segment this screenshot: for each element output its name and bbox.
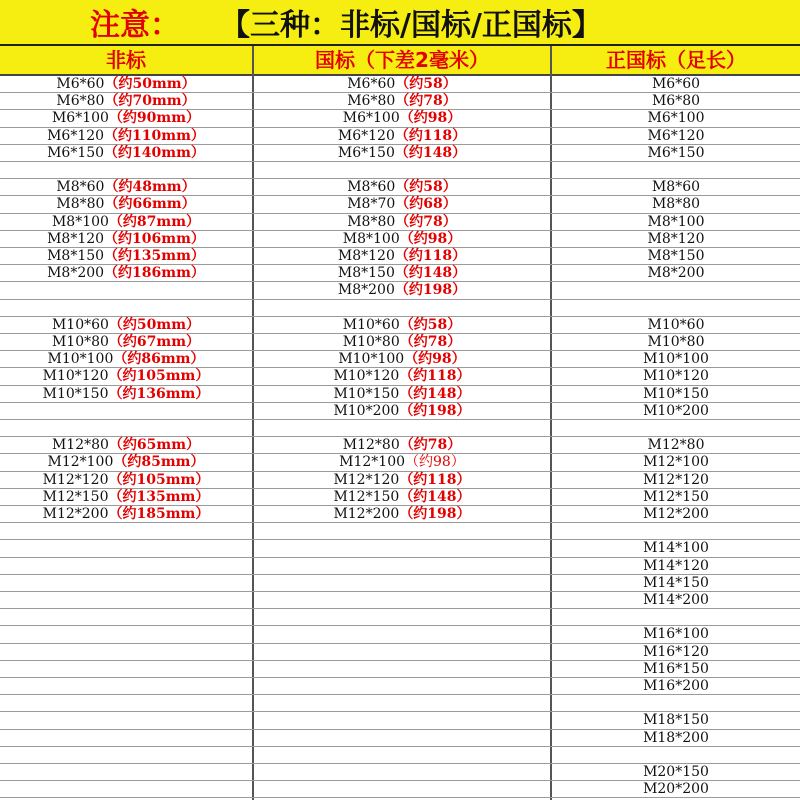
approx-length: （约105mm） [108,368,210,385]
spec-cell [0,231,252,248]
approx-length: （约58） [399,316,462,333]
bolt-size: M10*80 [51,334,109,350]
bolt-size: M12*80 [647,437,705,454]
bolt-size: M8*100 [51,213,109,230]
approx-length: （约58） [395,76,457,92]
bolt-size: M10*150 [42,385,109,402]
approx-length: （约110mm） [104,127,205,144]
bolt-size: M6*60 [347,76,396,92]
spec-cell [254,506,550,523]
approx-length: （约78） [395,93,457,110]
approx-length: （约48mm） [104,179,196,196]
bolt-size: M14*200 [643,592,709,608]
spec-cell [0,472,252,489]
spec-cell [0,196,252,213]
spec-cell [0,386,252,403]
bolt-size: M6*80 [347,93,396,110]
spec-cell [254,282,550,299]
header-full-national-standard: 正国标（足长） [552,46,800,76]
spec-cell [254,214,550,231]
bolt-size: M6*80 [56,93,105,110]
bolt-size: M12*80 [51,437,109,454]
spec-cell [552,592,800,609]
spec-cell [0,110,252,127]
spec-cell [552,437,800,454]
bolt-size: M12*200 [643,506,709,522]
bolt-size: M10*200 [333,402,400,419]
spec-cell [254,265,550,282]
bolt-size: M12*120 [42,471,109,488]
approx-length: （约98） [399,110,462,127]
bolt-size: M16*120 [643,643,709,660]
approx-length: （约58） [395,179,457,196]
title-bar [0,0,800,46]
spec-cell [254,403,550,420]
spec-cell [254,93,550,110]
spec-cell [552,781,800,798]
header-national-standard: 国标（下差2毫米） [254,46,550,76]
spec-cell [552,145,800,162]
bolt-size: M8*70 [347,196,396,213]
spec-cell [0,214,252,231]
bolt-size: M14*100 [643,540,709,557]
spec-cell [552,214,800,231]
spec-cell [552,196,800,213]
bolt-size: M12*120 [643,471,709,488]
bolt-size: M8*80 [56,196,105,213]
spec-cell [552,76,800,93]
spec-cell [254,179,550,196]
spec-cell [0,145,252,162]
approx-length: （约140mm） [104,144,205,161]
header-non-standard: 非标 [0,46,252,76]
spec-cell [254,386,550,403]
bolt-size: M6*60 [56,76,105,92]
spec-cell [552,386,800,403]
bolt-size: M8*150 [47,248,105,264]
bolt-size: M16*200 [643,678,709,694]
approx-length: （约148） [399,385,471,402]
bolt-size: M6*120 [337,127,395,144]
spec-cell [552,110,800,127]
spec-cell [552,644,800,661]
approx-length: （约98） [404,351,466,368]
spec-cell [552,540,800,557]
spec-cell [0,506,252,523]
approx-length: （约86mm） [113,351,205,368]
bolt-size: M10*120 [42,368,109,385]
bolt-size: M6*150 [647,144,705,161]
approx-length: （约185mm） [108,506,210,522]
spec-cell [552,231,800,248]
bolt-size: M10*150 [643,385,709,402]
bolt-size: M6*80 [651,93,701,110]
spec-cell [552,575,800,592]
approx-length: （约118） [394,127,467,144]
spec-cell [0,317,252,334]
spec-cell [254,351,550,368]
bolt-size: M10*60 [342,316,400,333]
spec-cell [552,678,800,695]
bolt-size: M10*200 [643,402,709,419]
bolt-size: M10*60 [647,316,705,333]
spec-cell [0,351,252,368]
bolt-size: M8*60 [651,179,701,196]
bolt-size: M6*150 [337,144,395,161]
bolt-size: M6*150 [47,144,105,161]
bolt-size: M12*200 [42,506,109,522]
bolt-size: M10*100 [47,351,114,368]
approx-length: （约148） [394,144,467,161]
approx-length: （约98） [399,230,462,247]
bolt-size: M8*120 [337,248,395,264]
approx-length: （约118） [399,471,471,488]
spec-cell [254,454,550,471]
spec-cell [254,110,550,127]
approx-length: （约78） [395,213,457,230]
bolt-size: M10*100 [643,351,709,368]
bolt-size: M6*100 [51,110,109,127]
bolt-size: M12*80 [342,437,400,454]
bolt-size: M12*100 [47,454,114,471]
spec-cell [254,317,550,334]
bolt-size: M18*200 [643,729,709,746]
spec-cell [552,265,800,282]
spec-cell [254,248,550,265]
spec-cell [552,661,800,678]
spec-cell [254,145,550,162]
approx-length: （约186mm） [104,265,205,282]
bolt-size: M16*100 [643,626,709,643]
bolt-size: M10*100 [338,351,405,368]
approx-length: （约118） [394,248,467,264]
bolt-size: M8*120 [47,230,105,247]
approx-length: （约135mm） [108,488,210,505]
bolt-size: M18*150 [643,712,709,729]
spec-cell [0,76,252,93]
spec-cell [254,128,550,145]
bolt-size: M8*60 [56,179,105,196]
spec-cell [552,317,800,334]
spec-cell [552,626,800,643]
approx-length: （约198） [394,282,467,299]
spec-cell [254,472,550,489]
approx-length: （约50mm） [104,76,196,92]
bolt-size: M12*150 [333,488,400,505]
approx-length: （约68） [395,196,457,213]
spec-cell [552,368,800,385]
spec-cell [0,128,252,145]
bolt-size: M12*150 [42,488,109,505]
bolt-size: M12*100 [339,454,406,471]
spec-cell [552,334,800,351]
approx-length: （约78） [399,334,462,350]
spec-cell [254,76,550,93]
spec-cell [552,93,800,110]
bolt-size: M20*200 [643,781,709,798]
approx-length: （约90mm） [108,110,201,127]
bolt-size: M6*100 [342,110,400,127]
spec-cell [552,712,800,729]
spec-cell [254,368,550,385]
bolt-size: M6*100 [647,110,705,127]
spec-cell [254,437,550,454]
approx-length: （约106mm） [104,230,205,247]
bolt-size: M8*200 [647,265,705,282]
bolt-size: M10*120 [333,368,400,385]
bolt-size: M10*80 [342,334,400,350]
spec-cell [0,93,252,110]
spec-cell [552,764,800,781]
spec-cell [0,248,252,265]
bolt-size: M8*80 [347,213,396,230]
spec-cell [0,437,252,454]
spec-cell [0,179,252,196]
approx-length: （约70mm） [104,93,196,110]
spec-cell [552,128,800,145]
bolt-size: M8*80 [651,196,701,213]
approx-length: （约78） [399,437,462,454]
approx-length: （约148） [399,488,471,505]
bolt-size: M16*150 [643,660,709,677]
spec-cell [254,231,550,248]
bolt-size: M12*120 [333,471,400,488]
bolt-size: M6*120 [47,127,105,144]
spec-cell [552,454,800,471]
spec-cell [552,351,800,368]
approx-length: （约66mm） [104,196,196,213]
bolt-size: M8*100 [342,230,400,247]
spec-cell [552,506,800,523]
bolt-size: M8*200 [337,282,395,299]
bolt-size: M8*150 [647,248,705,264]
approx-length: （约65mm） [108,437,201,454]
bolt-size: M8*200 [47,265,105,282]
approx-length: （约136mm） [108,385,210,402]
spec-cell [254,334,550,351]
approx-length: （约50mm） [108,316,201,333]
spec-cell [0,454,252,471]
bolt-size: M20*150 [643,764,709,780]
approx-length: （约198） [399,506,471,522]
spec-cell [254,196,550,213]
approx-length: （约135mm） [104,248,205,264]
bolt-size: M14*150 [643,574,709,591]
bolt-size: M8*100 [647,213,705,230]
bolt-size: M14*120 [643,557,709,574]
spec-cell [552,248,800,265]
spec-cell [0,368,252,385]
bolt-size: M6*60 [651,76,701,92]
title-note: 注意： [90,8,180,43]
bolt-size: M8*150 [337,265,395,282]
approx-length: （约85mm） [113,454,205,471]
approx-length: （约118） [399,368,471,385]
approx-length: （约67mm） [108,334,201,350]
bolt-size: M10*60 [51,316,109,333]
bolt-size: M12*200 [333,506,400,522]
spec-cell [552,489,800,506]
spec-cell [552,472,800,489]
spec-cell [0,334,252,351]
spec-cell [0,489,252,506]
bolt-size: M8*120 [647,230,705,247]
bolt-size: M12*150 [643,488,709,505]
bolt-size: M8*60 [347,179,396,196]
spec-cell [552,558,800,575]
spec-cell [552,179,800,196]
spec-cell [0,265,252,282]
approx-length: （约148） [394,265,467,282]
approx-length: （约87mm） [108,213,201,230]
spec-cell [552,730,800,747]
bolt-size: M10*80 [647,334,705,350]
approx-length: （约105mm） [108,471,210,488]
spec-table [0,46,800,800]
bolt-size: M10*150 [333,385,400,402]
title-main: 【三种：非标/国标/正国标】 [220,8,602,43]
spec-cell [254,489,550,506]
spec-cell [552,403,800,420]
approx-length: （约98） [405,454,465,471]
bolt-size: M6*120 [647,127,705,144]
bolt-size: M10*120 [643,368,709,385]
bolt-size: M12*100 [643,454,709,471]
approx-length: （约198） [399,402,471,419]
